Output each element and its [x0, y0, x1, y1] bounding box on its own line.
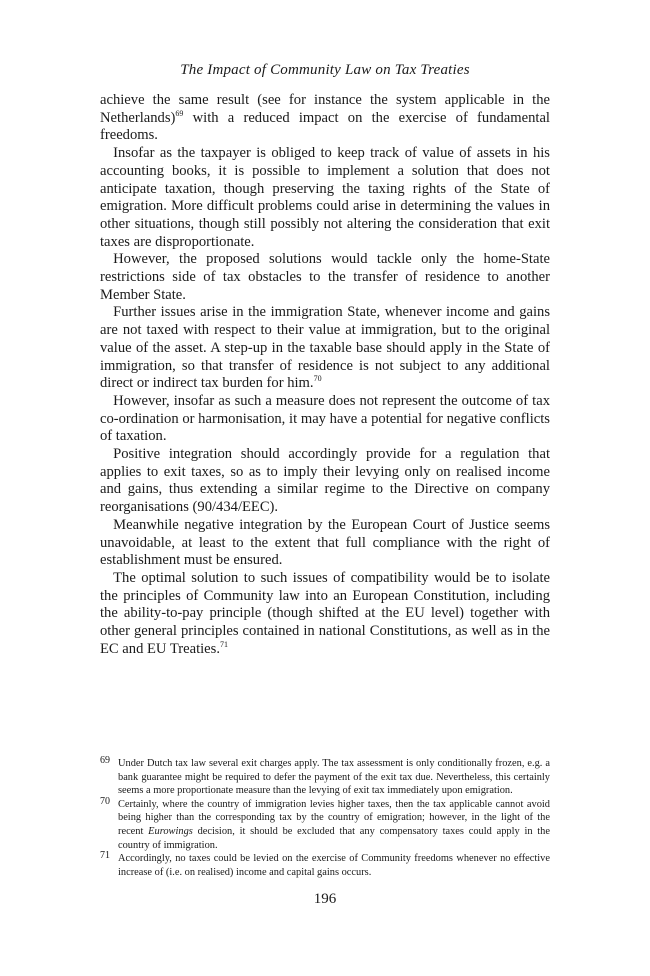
body-text: [100, 92, 550, 659]
page-number: 196: [313, 891, 337, 907]
footnote-text: Accordingly, no taxes could be levied on the exercise of Community freedoms whenever no effective increase of (i.e. on realised) income and capital gains occurs.: [118, 853, 550, 878]
footnote-text: Under Dutch tax law several exit charges apply. The tax assessment is only conditionally frozen, e.g. a bank guarantee might be required to defer the payment of the exit tax due. Nevertheless, this certainly seems a more proportionate measure than the levying of exit tax immediately upon emigration.: [118, 758, 550, 797]
footnote-number: 69: [100, 755, 110, 766]
footnote-70: [100, 795, 550, 852]
paragraph-text: The optimal solution to such issues of compatibility would be to isolate the principles of Community law into an European Constitution, including the ability-to-pay principle (though shifted at the EU level) together with other general principles contained in national Constitutions, as well as in the EC and EU Treaties.: [100, 569, 550, 657]
paragraph-2: [100, 145, 550, 251]
paragraph-1: [100, 92, 550, 145]
paragraph-5: [100, 393, 550, 446]
paragraph-text: Insofar as the taxpayer is obliged to keep track of value of assets in his accounting books, it is possible to implement a solution that does not anticipate taxation, though preserving the taxing rights of the State of emigration. More difficult problems could arise in determining the values in other situations, though still possibly not altering the consideration that exit taxes are disproportionate.: [100, 145, 550, 250]
footnote-text: decision, it should be excluded that any compensatory taxes could apply in the country of immigration.: [118, 825, 550, 851]
footnotes: [100, 757, 550, 879]
running-head: The Impact of Community Law on Tax Treaties: [180, 62, 470, 78]
paragraph-text: Positive integration should accordingly provide for a regulation that applies to exit taxes, so as to imply their levying only on realised income and gains, thus extending a similar regime to the Directive on company reorganisations (90/434/EEC).: [100, 446, 550, 516]
paragraph-text: However, the proposed solutions would tackle only the home-State restrictions side of tax obstacles to the transfer of residence to another Member State.: [100, 251, 550, 303]
paragraph-text: However, insofar as such a measure does not represent the outcome of tax co-ordination or harmonisation, it may have a potential for negative conflicts of taxation.: [100, 392, 550, 445]
paragraph-3: [100, 251, 550, 304]
footnote-text: Certainly, where the country of immigration levies higher taxes, then the tax applicable cannot avoid being higher than the corresponding tax by the country of emigration; however, in the light of the recent: [118, 798, 550, 837]
case-name: Eurowings: [148, 825, 193, 837]
paragraph-8: [100, 570, 550, 659]
paragraph-text: with a reduced impact on the exercise of fundamental freedoms.: [100, 109, 550, 144]
paragraph-7: [100, 517, 550, 570]
footnote-71: [100, 852, 550, 879]
footnote-ref: 70: [313, 374, 322, 384]
footnote-ref: 71: [220, 639, 228, 649]
footnote-69: [100, 757, 550, 798]
paragraph-text: achieve the same result (see for instance the system applicable in the Netherlands): [100, 92, 550, 126]
paragraph-text: Further issues arise in the immigration State, whenever income and gains are not taxed with respect to their value at immigration, but to the original value of the asset. A step-up in the taxable base should apply in the State of immigration, so that transfer of residence is not subject to any additional direct or indirect tax burden for him.: [100, 304, 550, 392]
footnote-number: 70: [100, 795, 110, 807]
paragraph-6: [100, 446, 550, 517]
footnote-ref: 69: [175, 108, 184, 118]
paragraph-4: [100, 304, 550, 393]
footnote-number: 71: [100, 850, 110, 862]
paragraph-text: Meanwhile negative integration by the European Court of Justice seems unavoidable, at least to the extent that full compliance with the right of establishment must be ensured.: [100, 516, 550, 569]
